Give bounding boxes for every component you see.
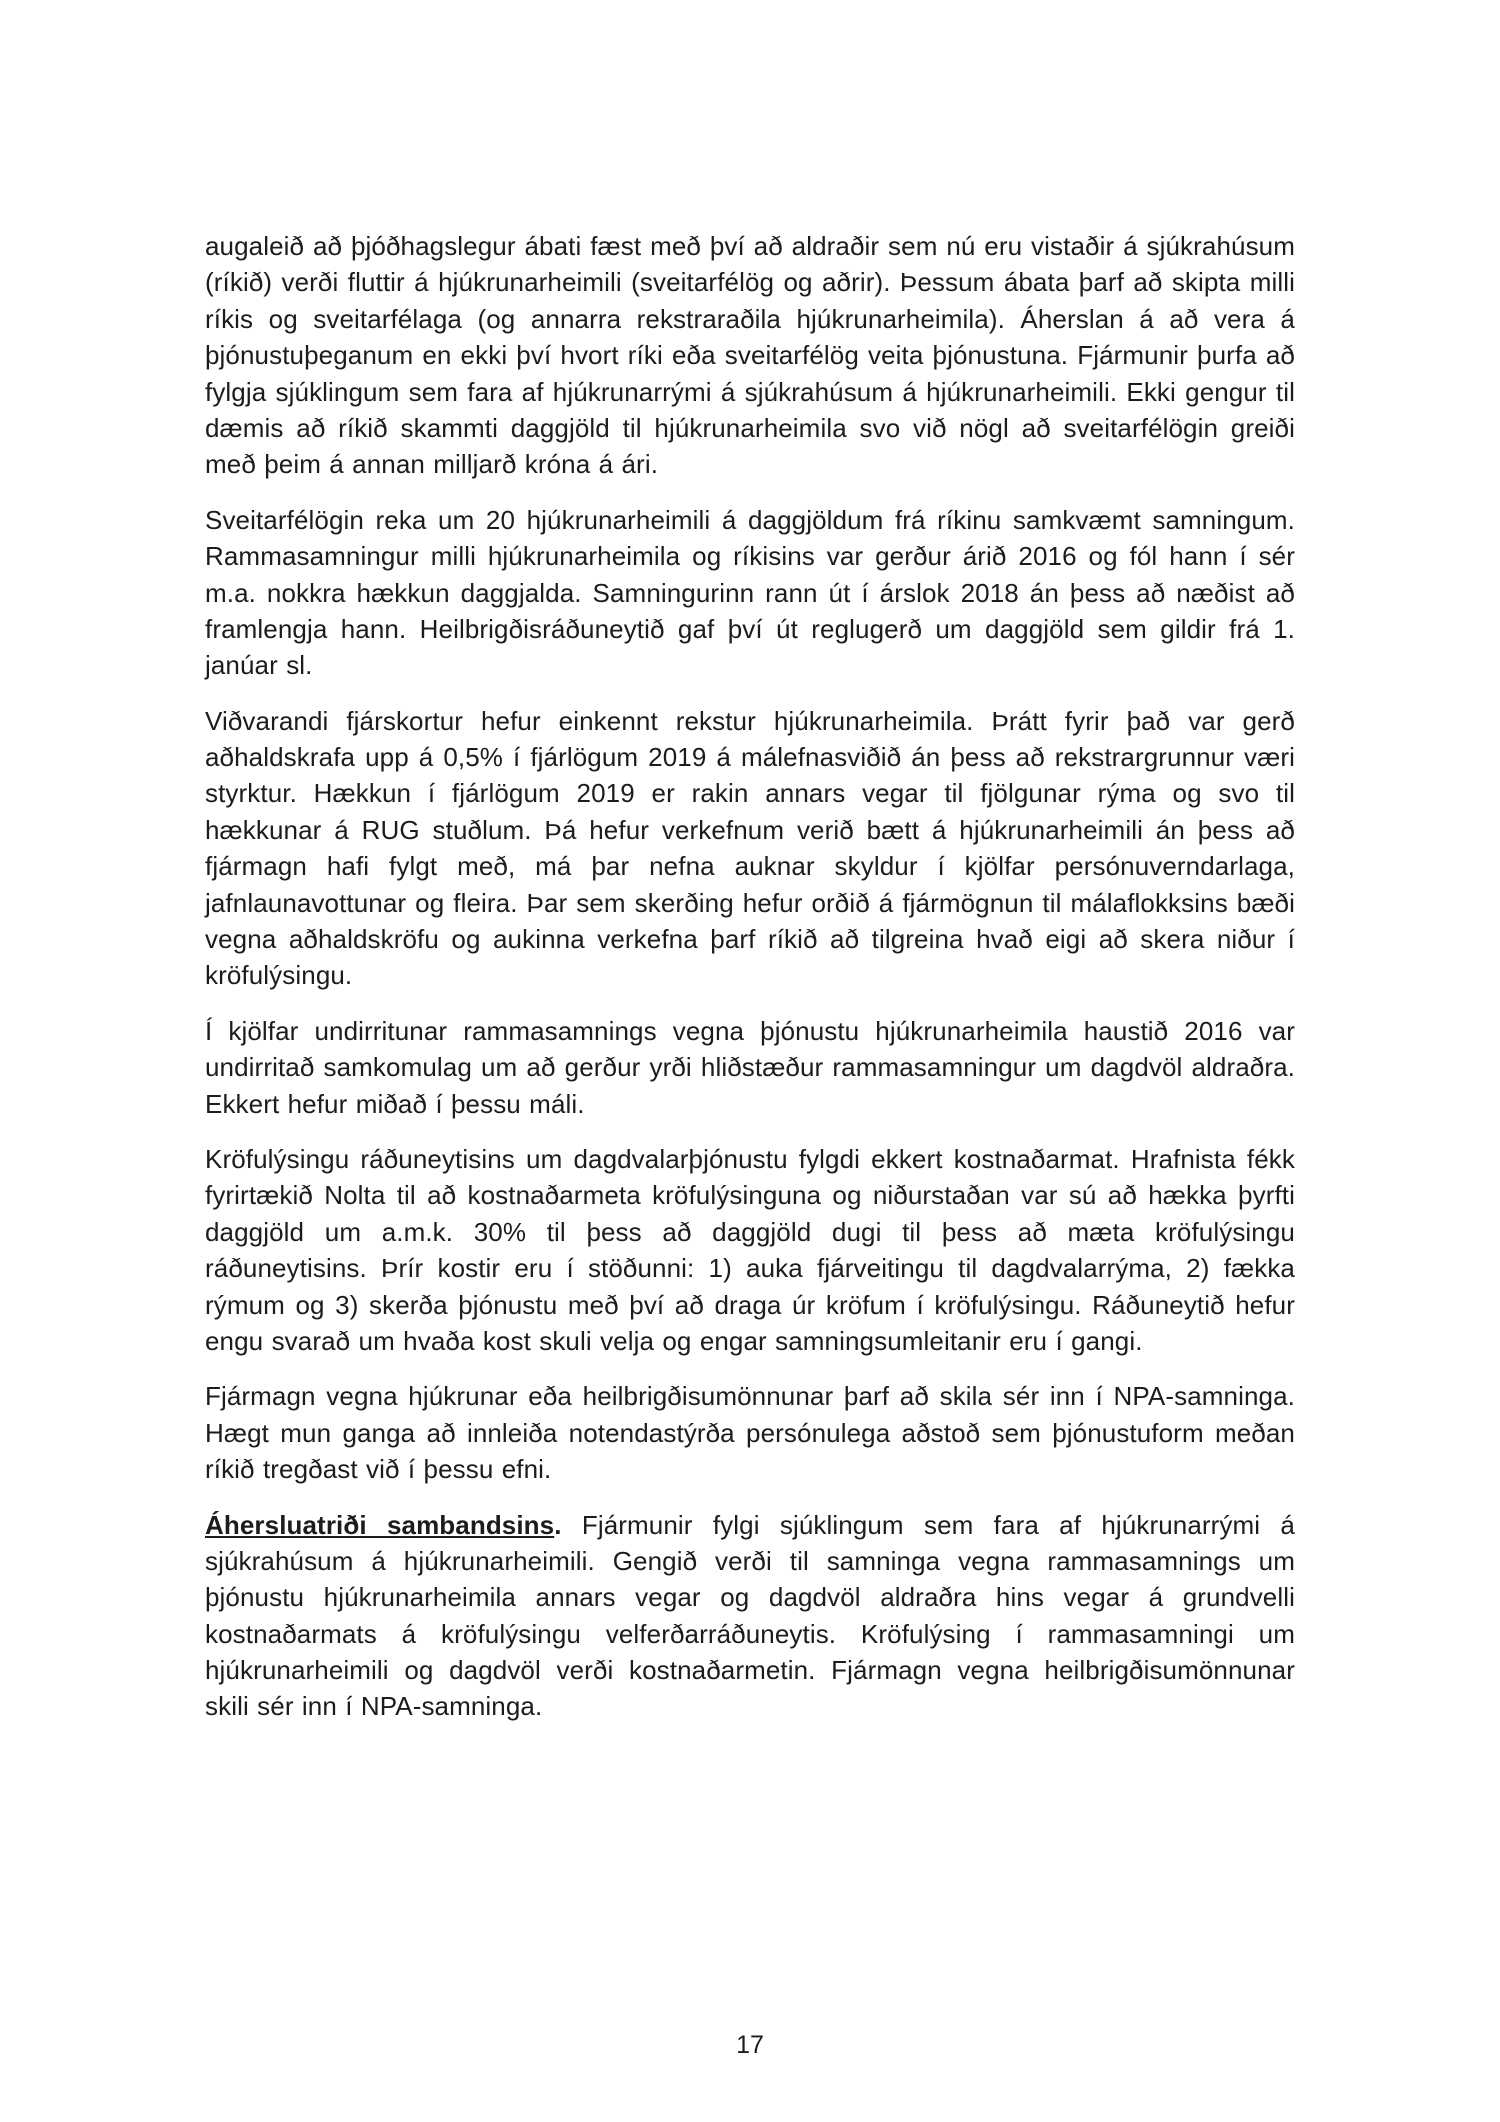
emphasis-heading: Áhersluatriði sambandsins	[205, 1509, 555, 1540]
page-number: 17	[736, 2031, 764, 2059]
paragraph-text: Í kjölfar undirritunar rammasamnings vegna þjónustu hjúkrunarheimila haustið 2016 var undirritað samkomulag um að gerður yrði hliðstæður rammasamningur um dagdvöl aldraðra. Ekkert hefur miðað í þessu máli.	[205, 1015, 1295, 1119]
paragraph	[205, 502, 1295, 684]
emphasis-heading-period: .	[554, 1509, 562, 1540]
paragraph-text: Sveitarfélögin reka um 20 hjúkrunarheimili á daggjöldum frá ríkinu samkvæmt samningum. Rammasamningur milli hjúkrunarheimila og ríkisins var gerður árið 2016 og fól hann í sér m.a. nokkra hækkun daggjalda. Samningurinn rann út í árslok 2018 án þess að næðist að framlengja hann. Heilbrigðisráðuneytið gaf því út reglugerð um daggjöld sem gildir frá 1. janúar sl.	[205, 504, 1295, 681]
paragraph	[205, 1013, 1295, 1122]
paragraph	[205, 1378, 1295, 1487]
paragraph-emphasis	[205, 1507, 1295, 1725]
paragraph	[205, 228, 1295, 483]
paragraph	[205, 703, 1295, 994]
document-body	[205, 228, 1295, 1744]
paragraph-text: augaleið að þjóðhagslegur ábati fæst með því að aldraðir sem nú eru vistaðir á sjúkrahúsum (ríkið) verði fluttir á hjúkrunarheimili (sveitarfélög og aðrir). Þessum ábata þarf að skipta milli ríkis og sveitarfélaga (og annarra rekstraraðila hjúkrunarheimila). Áherslan á að vera á þjónustuþeganum en ekki því hvort ríki eða sveitarfélög veita þjónustuna. Fjármunir þurfa að fylgja sjúklingum sem fara af hjúkrunarrými á sjúkrahúsum á hjúkrunarheimili. Ekki gengur til dæmis að ríkið skammti daggjöld til hjúkrunarheimila svo við nögl að sveitarfélögin greiði með þeim á annan milljarð króna á ári.	[205, 231, 1295, 480]
paragraph-text: Kröfulýsingu ráðuneytisins um dagdvalarþjónustu fylgdi ekkert kostnaðarmat. Hrafnista fékk fyrirtækið Nolta til að kostnaðarmeta kröfulýsinguna og niðurstaðan var sú að hækka þyrfti daggjöld um a.m.k. 30% til þess að daggjöld dugi til þess að mæta kröfulýsingu ráðuneytisins. Þrír kostir eru í stöðunni: 1) auka fjárveitingu til dagdvalarrýma, 2) fækka rýmum og 3) skerða þjónustu með því að draga úr kröfum í kröfulýsingu. Ráðuneytið hefur engu svarað um hvaða kost skuli velja og engar samningsumleitanir eru í gangi.	[205, 1143, 1295, 1356]
paragraph-text: Viðvarandi fjárskortur hefur einkennt rekstur hjúkrunarheimila. Þrátt fyrir það var gerð aðhaldskrafa upp á 0,5% í fjárlögum 2019 á málefnasviðið án þess að rekstrargrunnur væri styrktur. Hækkun í fjárlögum 2019 er rakin annars vegar til fjölgunar rýma og svo til hækkunar á RUG stuðlum. Þá hefur verkefnum verið bætt á hjúkrunarheimili án þess að fjármagn hafi fylgt með, má þar nefna auknar skyldur í kjölfar persónuverndarlaga, jafnlaunavottunar og fleira. Þar sem skerðing hefur orðið á fjármögnun til málaflokksins bæði vegna aðhaldskröfu og aukinna verkefna þarf ríkið að tilgreina hvað eigi að skera niður í kröfulýsingu.	[205, 705, 1295, 991]
paragraph-text: Fjármagn vegna hjúkrunar eða heilbrigðisumönnunar þarf að skila sér inn í NPA-samninga. Hægt mun ganga að innleiða notendastýrða persónulega aðstoð sem þjónustuform meðan ríkið tregðast við í þessu efni.	[205, 1381, 1295, 1485]
paragraph-text: Fjármunir fylgi sjúklingum sem fara af hjúkrunarrými á sjúkrahúsum á hjúkrunarheimili. Gengið verði til samninga vegna rammasamnings um þjónustu hjúkrunarheimila annars vegar og dagdvöl aldraðra hins vegar á grundvelli kostnaðarmats á kröfulýsingu velferðarráðuneytis. Kröfulýsing í rammasamningi um hjúkrunarheimili og dagdvöl verði kostnaðarmetin. Fjármagn vegna heilbrigðisumönnunar skili sér inn í NPA-samninga.	[205, 1509, 1295, 1722]
paragraph	[205, 1141, 1295, 1359]
